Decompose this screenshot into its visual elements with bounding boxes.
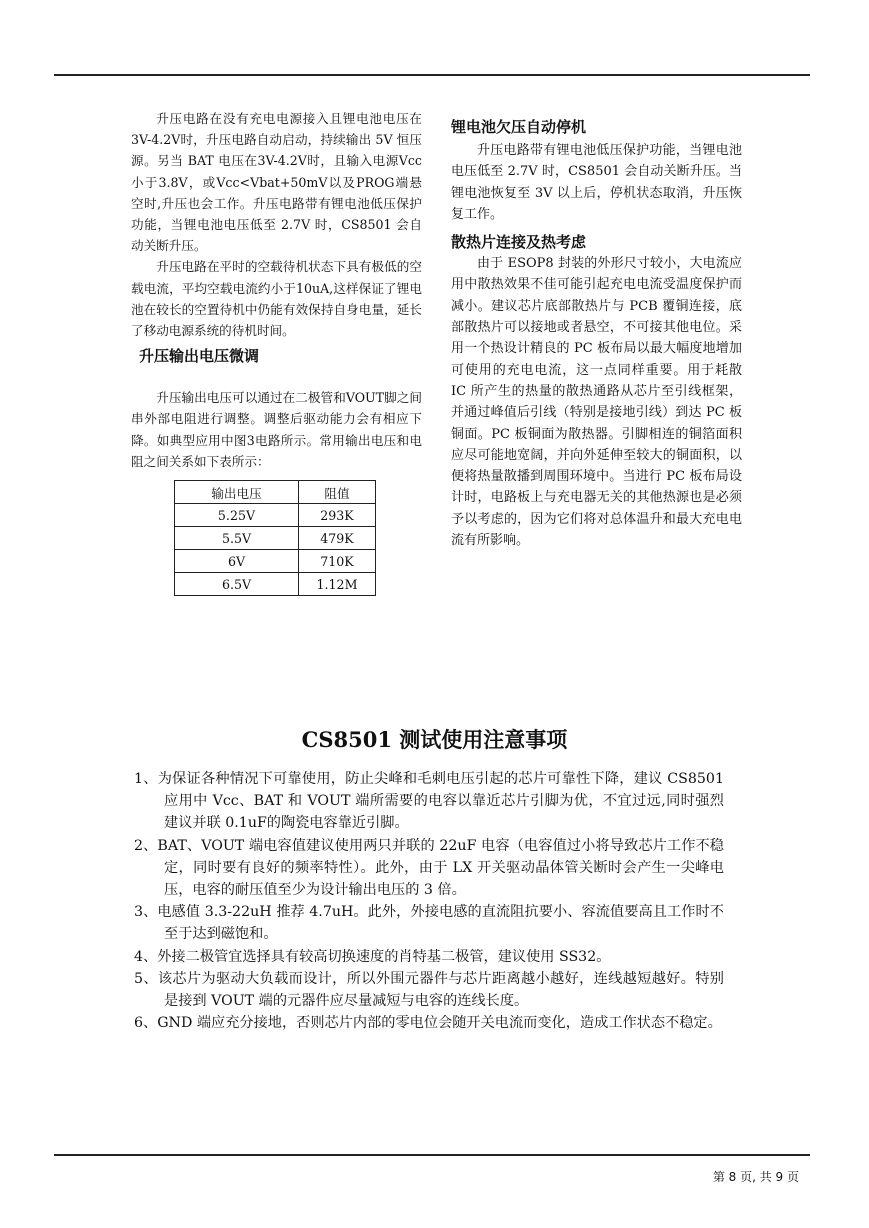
section-title: CS8501 测试使用注意事项: [301, 727, 568, 752]
list-item: 6、GND 端应充分接地，否则芯片内部的零电位会随开关电流而变化，造成工作状态不稳定。: [134, 1015, 722, 1032]
table-header-resistance: 阻值: [299, 481, 376, 504]
table-cell-voltage: 5.25V: [175, 504, 299, 527]
table-cell-resistance: 479K: [299, 527, 376, 550]
list-item: 4、外接二极管宜选择具有较高切换速度的肖特基二极管，建议使用 SS32。: [134, 948, 611, 965]
table-header-row: [175, 481, 376, 504]
table-cell-resistance: 1.12M: [299, 573, 376, 596]
table-cell-voltage: 6V: [175, 550, 299, 573]
footer-rule: [54, 1154, 810, 1156]
thermal-heading: 散热片连接及热考虑: [451, 233, 587, 252]
list-item: 1、为保证各种情况下可靠使用，防止尖峰和毛刺电压引起的芯片可靠性下降，建议 CS8501 应用中 Vcc、BAT 和 VOUT 端所需要的电容以靠近芯片引脚为优，不宜过远,同时强烈建议并联 0.1uF的陶瓷电容靠近引脚。: [134, 771, 724, 832]
undervoltage-heading: 锂电池欠压自动停机: [451, 118, 587, 136]
output-adjust-heading: 升压输出电压微调: [139, 347, 260, 366]
page-number: 第 8 页, 共 9 页: [712, 1170, 799, 1184]
undervoltage-paragraph: 升压电路带有锂电池低压保护功能，当锂电池电压低至 2.7V 时，CS8501 会自动关断升压。当锂电池恢复至 3V 以上后，停机状态取消，升压恢复工作。: [451, 143, 742, 222]
usage-notes-list: [134, 768, 724, 1034]
list-item: 5、该芯片为驱动大负载而设计，所以外围元器件与芯片距离越小越好，连线越短越好。特别是接到 VOUT 端的元器件应尽量减短与电容的连线长度。: [134, 970, 724, 1010]
voltage-resistor-table: [174, 480, 376, 596]
table-row: [175, 573, 376, 596]
right-column: [451, 116, 742, 551]
table-cell-resistance: 293K: [299, 504, 376, 527]
table-cell-voltage: 6.5V: [175, 573, 299, 596]
list-item: 2、BAT、VOUT 端电容值建议使用两只并联的 22uF 电容（电容值过小将导致芯片工作不稳定，同时要有良好的频率特性）。此外，由于 LX 开关驱动晶体管关断时会产生一尖峰电压，电容的耐压值至少为设计输出电压的 3 倍。: [134, 837, 724, 899]
table-row: [175, 504, 376, 527]
table-cell-resistance: 710K: [299, 550, 376, 573]
standby-current-paragraph: 升压电路在平时的空载待机状态下具有极低的空载电流，平均空载电流约小于10uA,这样保证了锂电池在较长的空置待机中仍能有效保持自身电量，延长了移动电源系统的待机时间。: [131, 259, 422, 339]
boost-startup-paragraph: 升压电路在没有充电电源接入且锂电池电压在3V-4.2V时，升压电路自动启动，持续输出 5V 恒压源。另当 BAT 电压在3V-4.2V时，且输入电源Vcc小于3.8V，或Vcc<Vbat+50mV以及PROG端悬空时,升压也会工作。升压电路带有锂电池低压保护功能，当锂电池电压低至 2.7V 时，CS8501 会自动关断升压。: [131, 111, 422, 254]
header-rule: [54, 74, 810, 76]
table-row: [175, 550, 376, 573]
left-column: [131, 108, 422, 596]
thermal-paragraph: 由于 ESOP8 封装的外形尺寸较小，大电流应用中散热效果不佳可能引起充电电流受温度保护而减小。建议芯片底部散热片与 PCB 覆铜连接，底部散热片可以接地或者悬空，不可接其他电位。采用一个热设计精良的 PC 板布局以最大幅度地增加可使用的充电电流，这一点同样重要。用于耗散 IC 所产生的热量的散热通路从芯片至引线框架，并通过峰值后引线（特别是接地引线）到达 PC 板铜面。PC 板铜面为散热器。引脚相连的铜箔面积应尽可能地宽阔，并向外延伸至较大的铜面积，以便将热量散播到周围环境中。当进行 PC 板布局设计时，电路板上与充电器无关的其他热源也是必须予以考虑的，因为它们将对总体温升和最大充电电流有所影响。: [451, 256, 742, 549]
table-row: [175, 527, 376, 550]
output-adjust-paragraph: 升压输出电压可以通过在二极管和VOUT脚之间串外部电阻进行调整。调整后驱动能力会有相应下降。如典型应用中图3电路所示。常用输出电压和电阻之间关系如下表所示：: [131, 390, 422, 469]
table-header-voltage: 输出电压: [175, 481, 299, 504]
list-item: 3、电感值 3.3-22uH 推荐 4.7uH。此外，外接电感的直流阻抗要小、容流值要高且工作时不至于达到磁饱和。: [134, 904, 724, 943]
table-cell-voltage: 5.5V: [175, 527, 299, 550]
